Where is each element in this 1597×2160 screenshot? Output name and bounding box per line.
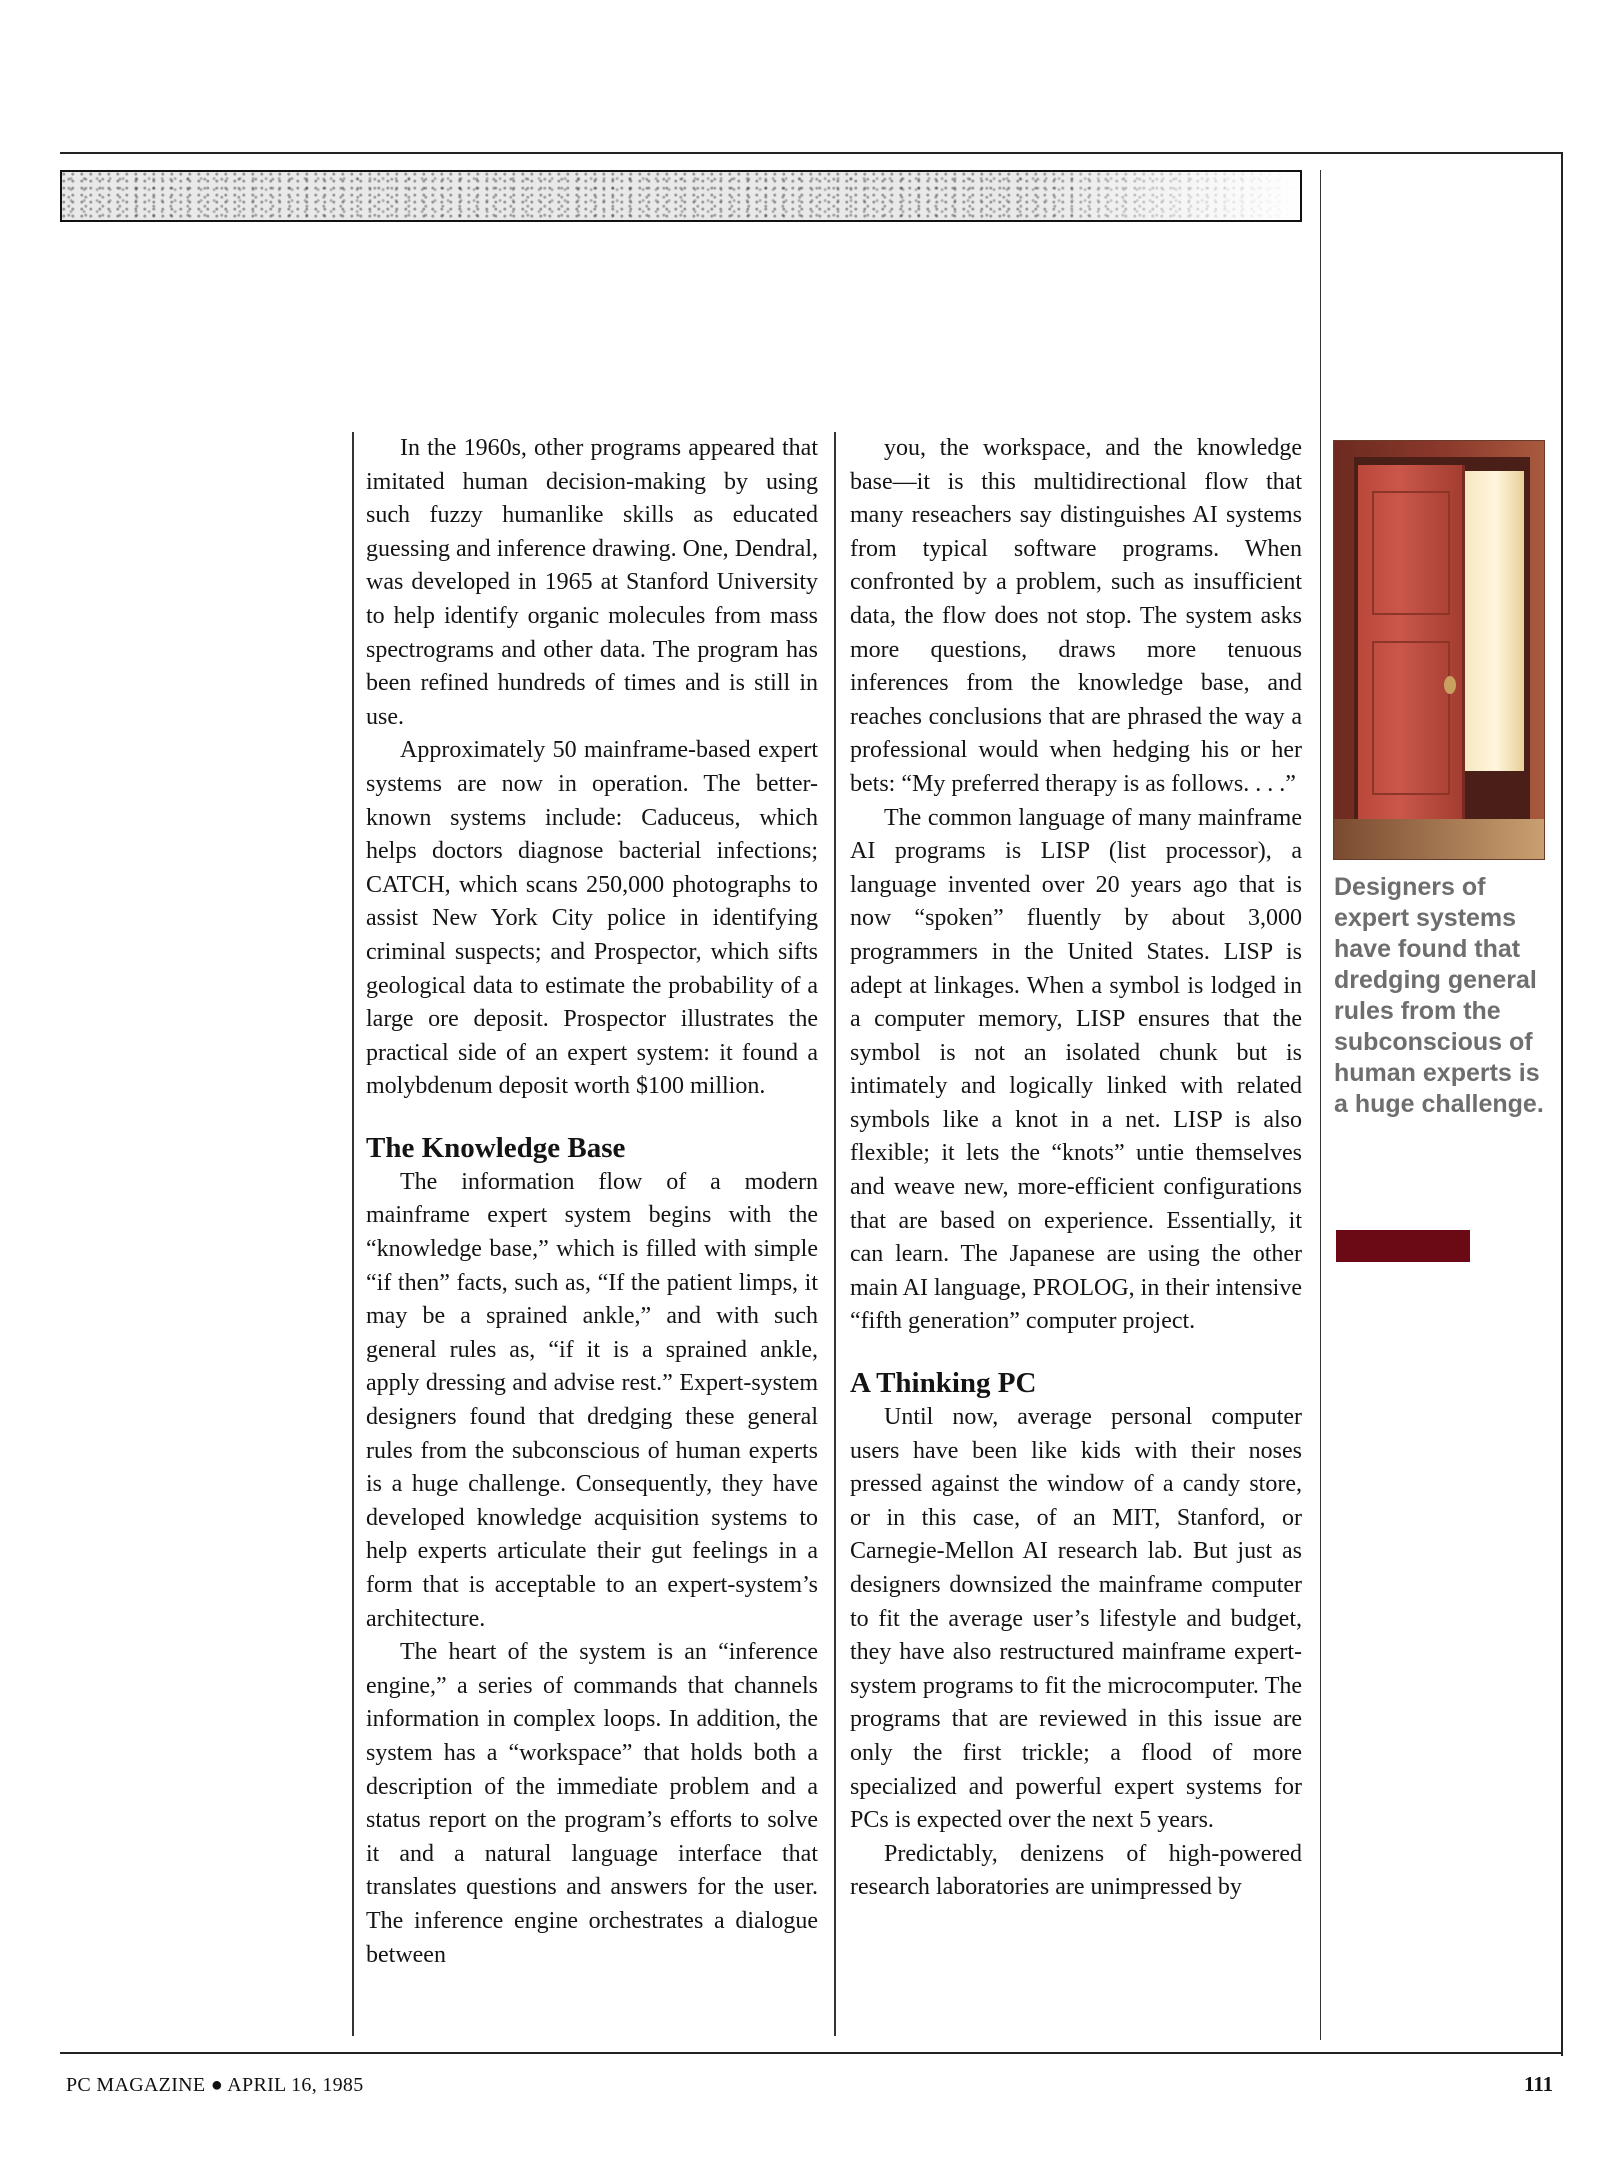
paragraph: The information flow of a modern mainframe expert system begins with the “knowledge base,” which is filled with simple “if then” facts, such as, “If the patient limps, it may be a sprained ankle,” and with such general rules as, “if it is a sprained ankle, apply dressing and advise rest.” Expert-system designers found that dredging these general rules from the subconscious of human experts is a huge challenge. Consequently, they have developed knowledge acquisition systems to help experts articulate their gut feelings in a form that is acceptable to an expert-system’s architecture.	[366, 1168, 818, 1632]
section-heading: A Thinking PC	[850, 1367, 1037, 1400]
paragraph: In the 1960s, other programs appeared that imitated human decision-making by using such fuzzy humanlike skills as educated guessing and inference drawing. One, Dendral, was developed in 1965 at Stanford University to help identify organic molecules from mass spectrograms and other data. The program has been refined hundreds of times and is still in use.	[366, 435, 818, 730]
bottom-rule	[60, 2052, 1562, 2054]
door-panel-lower	[1372, 641, 1450, 795]
column-divider	[834, 432, 836, 2036]
article-column-1	[366, 432, 818, 2042]
page-number: 111	[1524, 2072, 1554, 2096]
door-knob	[1444, 676, 1456, 694]
sidebar-rule	[1320, 170, 1321, 2040]
paragraph: The heart of the system is an “inference engine,” a series of commands that channels information in complex loops. In addition, the system has a “workspace” that holds both a description of the immediate problem and a status report on the program’s efforts to solve it and a natural language interface that translates questions and answers for the user. The inference engine orchestrates a dialogue between	[366, 1639, 818, 1968]
paragraph: Until now, average personal computer users have been like kids with their noses pressed against the window of a candy store, or in this case, of an MIT, Stanford, or Carnegie-Mellon AI research lab. But just as designers downsized the mainframe computer to fit the average user’s lifestyle and budget, they have also restructured mainframe expert-system programs to fit the microcomputer. The programs that are reviewed in this issue are only the first trickle; a flood of more specialized and powerful expert systems for PCs is expected over the next 5 years.	[850, 1404, 1302, 1834]
column-left-rule	[352, 432, 354, 2036]
paragraph: Approximately 50 mainframe-based expert systems are now in operation. The better-known systems include: Caduceus, which helps doctors diagnose bacterial infections; CATCH, which scans 250,000 photographs to assist New York City police in identifying criminal suspects; and Prospector, which sifts geological data to estimate the probability of a large ore deposit. Prospector illustrates the practical side of an expert system: it found a molybdenum deposit worth $100 million.	[366, 737, 818, 1100]
accent-block	[1336, 1230, 1470, 1262]
top-rule	[60, 152, 1562, 154]
paragraph: The common language of many mainframe AI programs is LISP (list processor), a language invented over 20 years ago that is now “spoken” fluently by about 3,000 programmers in the United States. LISP is adept at linkages. When a symbol is lodged in a computer memory, LISP ensures that the symbol is not an isolated chunk but is intimately and logically linked with related symbols like a knot in a net. LISP is also flexible; it lets the “knots” untie themselves and weave new, more-efficient configurations that are based on experience. Essentially, it can learn. The Japanese are using the other main AI language, PROLOG, in their intensive “fifth generation” computer project.	[850, 804, 1302, 1335]
paragraph: you, the workspace, and the knowledge base—it is this multidirectional flow that many reseachers say distinguishes AI systems from typical software programs. When confronted by a problem, such as insufficient data, the flow does not stop. The system asks more questions, draws more tenuous inferences from the knowledge base, and reaches conclusions that are phrased the way a professional would when hedging his or her bets: “My preferred therapy is as follows. . . .”	[850, 435, 1302, 797]
paragraph: Predictably, denizens of high-powered research laboratories are unimpressed by	[850, 1840, 1302, 1901]
illustration-floor	[1334, 819, 1544, 859]
right-rule	[1561, 152, 1563, 2056]
banner-fade	[1028, 172, 1300, 220]
door-panel-upper	[1372, 491, 1450, 615]
door-illustration	[1333, 440, 1545, 860]
section-heading: The Knowledge Base	[366, 1131, 626, 1164]
header-banner-image	[60, 170, 1302, 222]
article-column-2	[850, 432, 1302, 2042]
publication-footer: PC MAGAZINE ● APRIL 16, 1985	[66, 2074, 364, 2096]
sidebar-caption: Designers of expert systems have found that dredging general rules from the subconscious of human experts is a huge challenge.	[1334, 873, 1544, 1118]
